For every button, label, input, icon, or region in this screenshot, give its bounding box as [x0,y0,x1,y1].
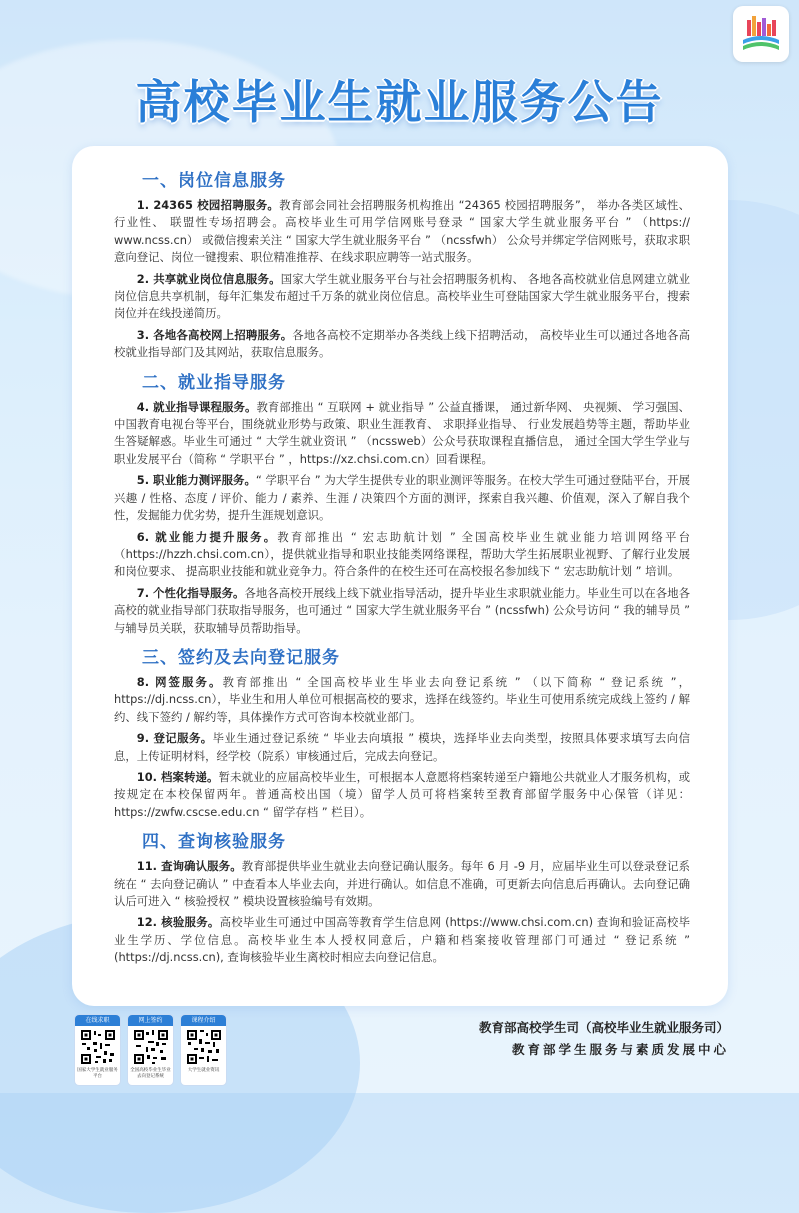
item-lead: 3. 各地各高校网上招聘服务。 [136,327,293,342]
item-lead: 12. 核验服务。 [136,915,220,930]
section-signing [114,643,690,821]
list-item [114,858,690,910]
list-item [114,529,690,581]
item-text: “ 学职平台 ” 为大学生提供专业的职业测评等服务。在校大学生可通过登陆平台，开展兴趣 / 性格、态度 / 评价、能力 / 素养、生涯 / 决策四个方面的测评，探索自我兴趣、价值观，深入了解自我个性，发掘能力优劣势，提升生涯规划意识。 [114,473,690,523]
section-heading: 三、签约及去向登记服务 [142,647,340,668]
item-text: 暂未就业的应届高校毕业生，可根据本人意愿将档案转递至户籍地公共就业人才服务机构，或按规定在本校保留两年。普通高校出国（境）留学人员可将档案转至教育部留学服务中心保管（详见： https://zwfw.cscse.edu.cn “ 留学存档 ” 栏目）。 [114,769,690,819]
list-item [114,914,690,966]
item-lead: 1. 24365 校园招聘服务。 [136,198,280,212]
section-job-info [114,166,690,362]
logo-icon [733,6,789,62]
section-guidance [114,368,690,637]
list-item [114,327,690,362]
qr-tag: 网上签约 [128,1015,173,1026]
item-lead: 7. 个性化指导服务。 [136,585,245,600]
list-item [114,769,690,821]
list-item [114,730,690,765]
qr-card-online-signing[interactable] [127,1014,174,1086]
qr-card-job-search[interactable] [74,1014,121,1086]
item-text: 各地各高校不定期举办各类线上线下招聘活动， 高校毕业生可以通过各地各高校就业指导部门及其网站，获取信息服务。 [114,327,690,360]
item-lead: 5. 职业能力测评服务。 [136,473,256,488]
item-lead: 11. 查询确认服务。 [136,859,242,874]
list-item [114,674,690,726]
item-text: 毕业生通过登记系统 “ 毕业去向填报 ” 模块，选择毕业去向类型，按照具体要求填写去向信息，上传证明材料，经学校（院系）审核通过后，完成去向登记。 [114,731,690,763]
qr-code-icon [186,1029,222,1065]
item-text: 教育部推出 “ 宏志助航计划 ” 全国高校毕业生就业能力培训网络平台（https://hzzh.chsi.com.cn），提供就业指导和职业技能类网络课程，帮助大学生拓展职业视野、了解行业发展和岗位要求、 提高职业技能和就业竞争力。符合条件的在校生还可在高校报名参加线下 “ 宏志助航计划 ” 培训。 [114,529,690,579]
item-text: 教育部提供毕业生就业去向登记确认服务。每年 6 月 -9 月，应届毕业生可以登录登记系统在 “ 去向登记确认 ” 中查看本人毕业去向，并进行确认。如信息不准确，可更新去向信息后再确认。去向登记确认后可进入 “ 核验授权 ” 模块设置核验编号有效期。 [114,859,690,908]
qr-code-icon [133,1029,169,1065]
list-item [114,399,690,469]
item-lead: 10. 档案转递。 [136,769,219,784]
footer-organization [479,1017,729,1061]
item-text: 国家大学生就业服务平台与社会招聘服务机构、 各地各高校就业信息网建立就业岗位信息共享机制，每年汇集发布超过千万条的就业岗位信息。高校毕业生可登陆国家大学生就业服务平台，搜索岗位并在线投递简历。 [114,271,690,321]
qr-caption: 大学生就业资讯 [187,1068,220,1073]
item-lead: 4. 就业指导课程服务。 [136,399,257,414]
announcement-card [72,146,728,1006]
item-lead: 6. 就业能力提升服务。 [136,529,278,544]
item-lead: 8. 网签服务。 [136,674,223,689]
item-lead: 9. 登记服务。 [136,731,213,746]
qr-code-icon [80,1029,116,1065]
qr-tag: 课程介绍 [181,1015,226,1026]
item-text: 教育部推出 “ 全国高校毕业生毕业去向登记系统 ” （以下简称 “ 登记系统 ”，https://dj.ncss.cn），毕业生和用人单位可根据高校的要求，选择在线签约。毕业生可使用系统完成线上签约 / 解约、线下签约 / 解约等，具体操作方式可咨询本校就业部门。 [114,674,690,724]
item-text: 教育部推出 “ 互联网 + 就业指导 ” 公益直播课， 通过新华网、 央视频、 学习强国、 中国教育电视台等平台，围绕就业形势与政策、职业生涯教育、 求职择业指导、 行业发展趋势等主题，帮助毕业生答疑解惑。毕业生可通过 “ 大学生就业资讯 ” （ncssweb）公众号获取课程直播信息， 通过全国大学生学业与职业发展平台（简称 “ 学职平台 ” ，https://xz.chsi.com.cn）回看课程。 [114,399,690,466]
footer-line-1: 教育部高校学生司（高校毕业生就业服务司） [478,1020,729,1035]
list-item [114,271,690,323]
footer-line-2: 教育部学生服务与素质发展中心 [511,1042,729,1057]
page-title: 高校毕业生就业服务公告 [135,75,664,129]
list-item [114,585,690,637]
item-lead: 2. 共享就业岗位信息服务。 [136,271,281,286]
item-text: 高校毕业生可通过中国高等教育学生信息网 (https://www.chsi.com.cn) 查询和验证高校毕业生学历、学位信息。高校毕业生本人授权同意后，户籍和档案接收管理部门可通过 “ 登记系统 ” (https://dj.ncss.cn), 查询核验毕业生离校时相应去向登记信息。 [114,915,690,965]
list-item [114,197,690,267]
item-text: 教育部会同社会招聘服务机构推出 “24365 校园招聘服务”， 举办各类区域性、 行业性、 联盟性专场招聘会。高校毕业生可用学信网账号登录 “ 国家大学生就业服务平台 ” （https:// www.ncss.cn） 或微信搜索关注 “ 国家大学生就业服务平台 ” （ncssfwh） 公众号并绑定学信网账号，获取求职意向登记、岗位一键搜索、职位精准推荐、在线求职应聘等一站式服务。 [114,198,690,265]
section-verification [114,827,690,966]
qr-card-course-intro[interactable] [180,1014,227,1086]
list-item [114,472,690,524]
qr-caption: 国家大学生就业服务平台 [77,1068,118,1079]
section-heading: 一、岗位信息服务 [142,171,286,191]
qr-tag: 在线求职 [75,1015,120,1026]
section-heading: 二、就业指导服务 [142,372,286,393]
item-text: 各地各高校开展线上线下就业指导活动，提升毕业生求职就业能力。毕业生可以在各地各高校的就业指导部门获取指导服务，也可通过 “ 国家大学生就业服务平台 ” (ncssfwh) 公众号访问 “ 我的辅导员 ” 与辅导员关联，获取辅导员帮助指导。 [114,585,690,635]
qr-caption: 全国高校毕业生毕业去向登记系统 [130,1068,171,1079]
section-heading: 四、查询核验服务 [142,832,286,853]
